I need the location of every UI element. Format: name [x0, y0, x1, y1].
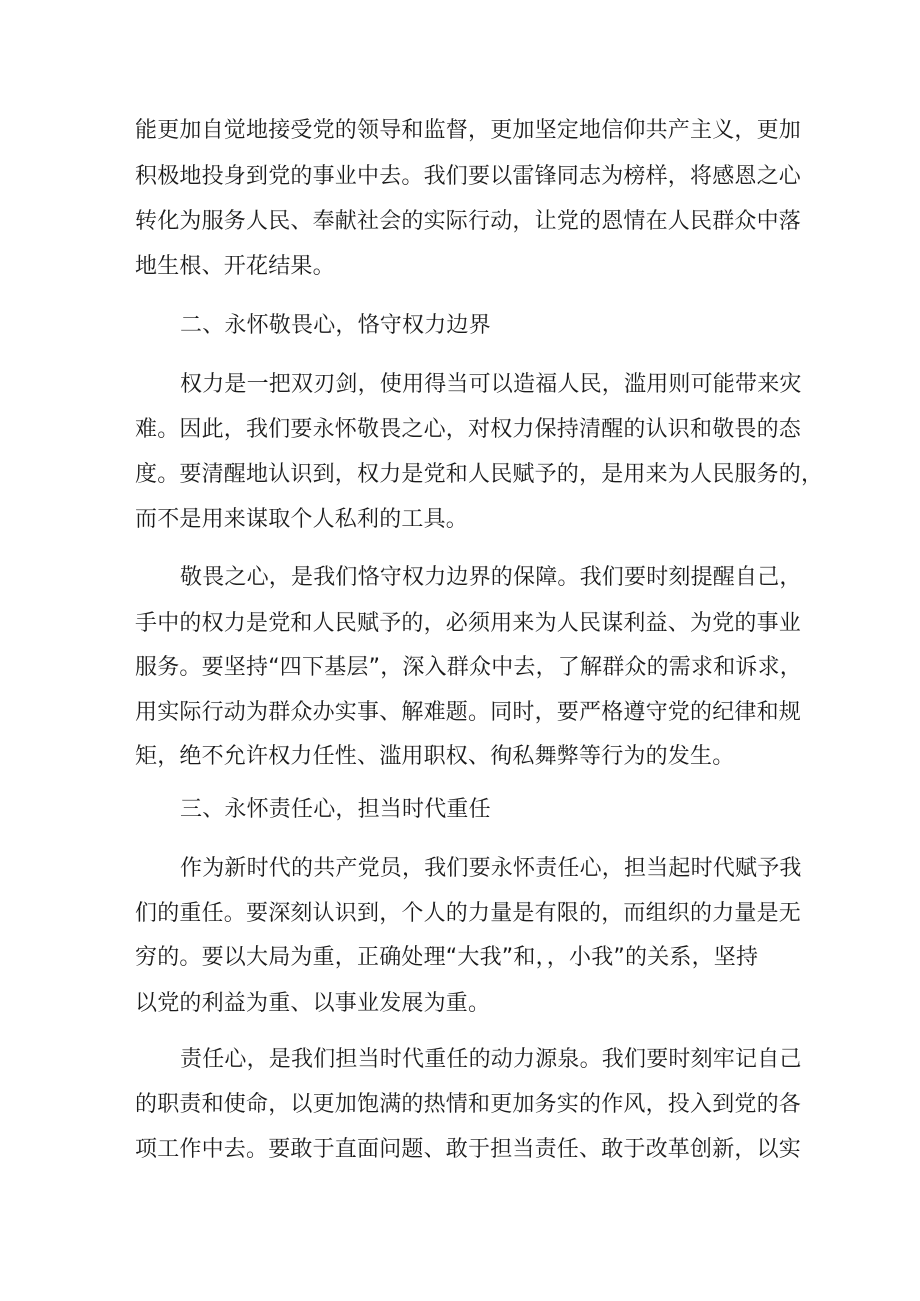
paragraph-line: 用实际行动为群众办实事、解难题。同时，要严格遵守党的纪律和规	[135, 700, 802, 725]
paragraph-line: 地生根、开花结果。	[135, 254, 335, 279]
paragraph-line: 作为新时代的共产党员，我们要永怀责任心，担当起时代赋予我	[180, 856, 802, 881]
paragraph-line: 责任心，是我们担当时代重任的动力源泉。我们要时刻牢记自己	[180, 1047, 802, 1072]
paragraph-line: 而不是用来谋取个人私利的工具。	[135, 507, 469, 532]
paragraph-line: 服务。要坚持“四下基层”，深入群众中去，了解群众的需求和诉求，	[135, 655, 802, 680]
paragraph-line: 度。要清醒地认识到，权力是党和人民赋予的，是用来为人民服务的，	[135, 462, 824, 487]
paragraph-line: 以党的利益为重、以事业发展为重。	[135, 991, 491, 1016]
paragraph-line: 矩，绝不允许权力任性、滥用职权、徇私舞弊等行为的发生。	[135, 744, 735, 769]
paragraph-line: 难。因此，我们要永怀敬畏之心，对权力保持清醒的认识和敬畏的态	[135, 417, 802, 442]
paragraph-line: 权力是一把双刃剑，使用得当可以造福人民，滥用则可能带来灾	[180, 372, 802, 397]
paragraph-line: 手中的权力是党和人民赋予的，必须用来为人民谋利益、为党的事业	[135, 611, 802, 636]
paragraph-line: 项工作中去。要敢于直面问题、敢于担当责任、敢于改革创新，以实	[135, 1137, 802, 1162]
paragraph-line: 穷的。要以大局为重，正确处理“大我”和，，小我”的关系，坚持	[135, 945, 759, 970]
paragraph-line: 们的重任。要深刻认识到，个人的力量是有限的，而组织的力量是无	[135, 901, 802, 926]
paragraph-line: 能更加自觉地接受党的领导和监督，更加坚定地信仰共产主义，更加	[135, 118, 802, 143]
paragraph-line: 的职责和使命，以更加饱满的热情和更加务实的作风，投入到党的各	[135, 1092, 802, 1117]
paragraph-line: 转化为服务人民、奉献社会的实际行动，让党的恩情在人民群众中落	[135, 209, 802, 234]
paragraph-line: 敬畏之心，是我们恪守权力边界的保障。我们要时刻提醒自己，	[180, 565, 802, 590]
section-heading-2: 二、永怀敬畏心，恪守权力边界	[180, 313, 491, 338]
section-heading-3: 三、永怀责任心，担当时代重任	[180, 797, 491, 822]
paragraph-line: 积极地投身到党的事业中去。我们要以雷锋同志为榜样，将感恩之心	[135, 164, 802, 189]
